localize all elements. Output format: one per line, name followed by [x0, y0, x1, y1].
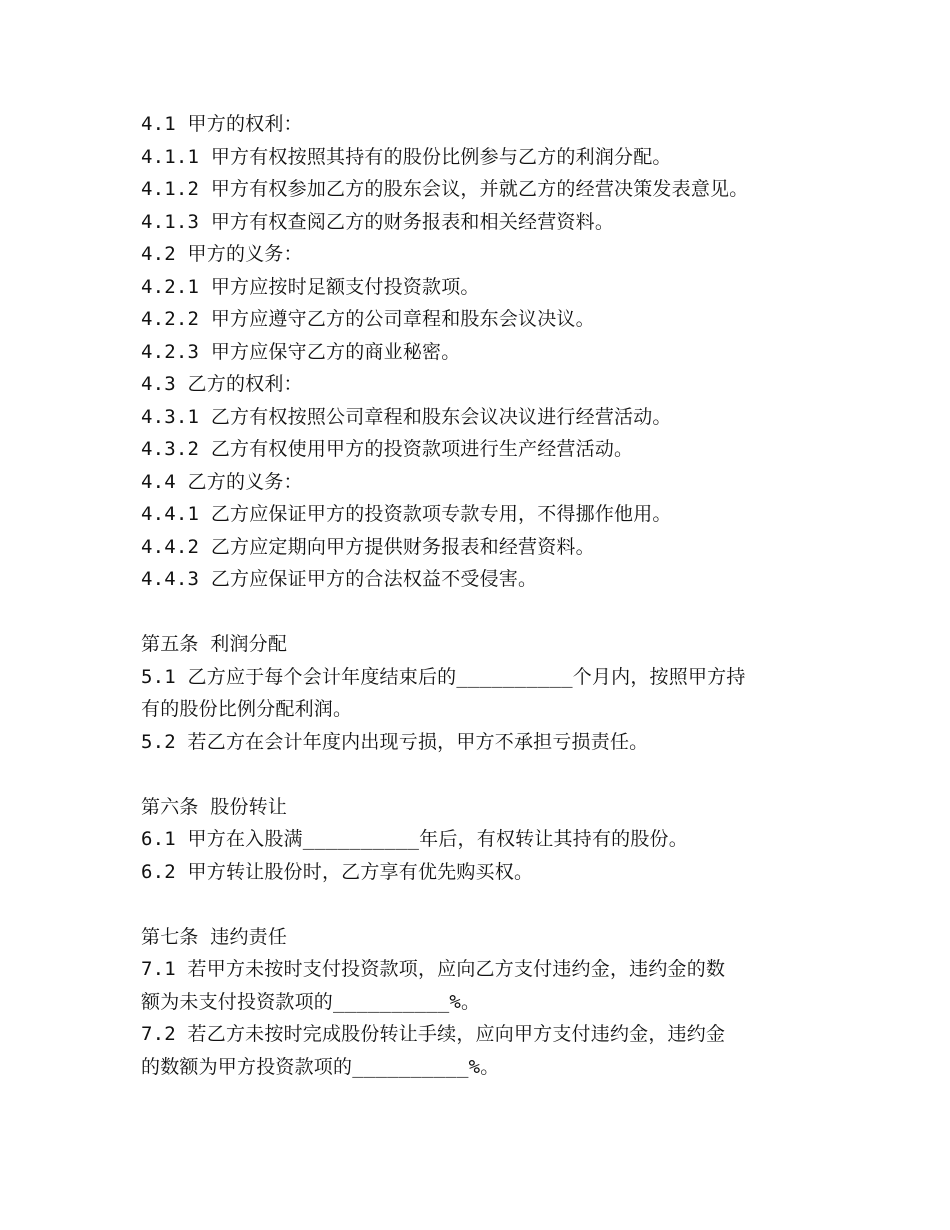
article-7-title: 第七条 违约责任 — [141, 925, 288, 948]
clause-7-2-continued: 的数额为甲方投资款项的__________%。 — [141, 1055, 500, 1078]
clause-4-4-heading: 4.4 乙方的义务： — [141, 470, 303, 493]
clause-7-1-continued: 额为未支付投资款项的__________%。 — [141, 990, 481, 1013]
clause-5-1-continued: 有的股份比例分配利润。 — [141, 698, 353, 720]
clause-4-1-1: 4.1.1 甲方有权按照其持有的股份比例参与乙方的利润分配。 — [141, 145, 672, 168]
clause-7-1: 7.1 若甲方未按时支付投资款项，应向乙方支付违约金，违约金的数 — [141, 958, 726, 980]
clause-4-2-1: 4.2.1 甲方应按时足额支付投资款项。 — [141, 275, 480, 298]
clause-4-1-heading: 4.1 甲方的权利： — [141, 113, 303, 135]
clause-4-1-2: 4.1.2 甲方有权参加乙方的股东会议，并就乙方的经营决策发表意见。 — [141, 178, 749, 200]
clause-4-4-1: 4.4.1 乙方应保证甲方的投资款项专款专用，不得挪作他用。 — [141, 503, 672, 525]
clause-4-3-2: 4.3.2 乙方有权使用甲方的投资款项进行生产经营活动。 — [141, 438, 634, 460]
blank-line — [141, 596, 841, 629]
clause-7-2: 7.2 若乙方未按时完成股份转让手续，应向甲方支付违约金，违约金 — [141, 1023, 726, 1045]
clause-4-2-heading: 4.2 甲方的义务： — [141, 243, 303, 265]
document-body — [141, 108, 841, 1083]
clause-5-1: 5.1 乙方应于每个会计年度结束后的__________个月内，按照甲方持 — [141, 665, 746, 688]
clause-6-2: 6.2 甲方转让股份时，乙方享有优先购买权。 — [141, 860, 534, 883]
clause-4-2-2: 4.2.2 甲方应遵守乙方的公司章程和股东会议决议。 — [141, 308, 595, 330]
clause-4-3-heading: 4.3 乙方的权利： — [141, 373, 303, 395]
article-5-title: 第五条 利润分配 — [141, 633, 288, 655]
clause-4-4-2: 4.4.2 乙方应定期向甲方提供财务报表和经营资料。 — [141, 535, 595, 558]
clause-4-1-3: 4.1.3 甲方有权查阅乙方的财务报表和相关经营资料。 — [141, 210, 615, 233]
blank-line — [141, 758, 841, 791]
clause-5-2: 5.2 若乙方在会计年度内出现亏损，甲方不承担亏损责任。 — [141, 730, 649, 753]
clause-6-1: 6.1 甲方在入股满__________年后，有权转让其持有的股份。 — [141, 828, 688, 850]
clause-4-2-3: 4.2.3 甲方应保守乙方的商业秘密。 — [141, 340, 461, 363]
clause-4-4-3: 4.4.3 乙方应保证甲方的合法权益不受侵害。 — [141, 568, 538, 590]
article-6-title: 第六条 股份转让 — [141, 795, 288, 818]
blank-line — [141, 888, 841, 921]
clause-4-3-1: 4.3.1 乙方有权按照公司章程和股东会议决议进行经营活动。 — [141, 405, 672, 428]
